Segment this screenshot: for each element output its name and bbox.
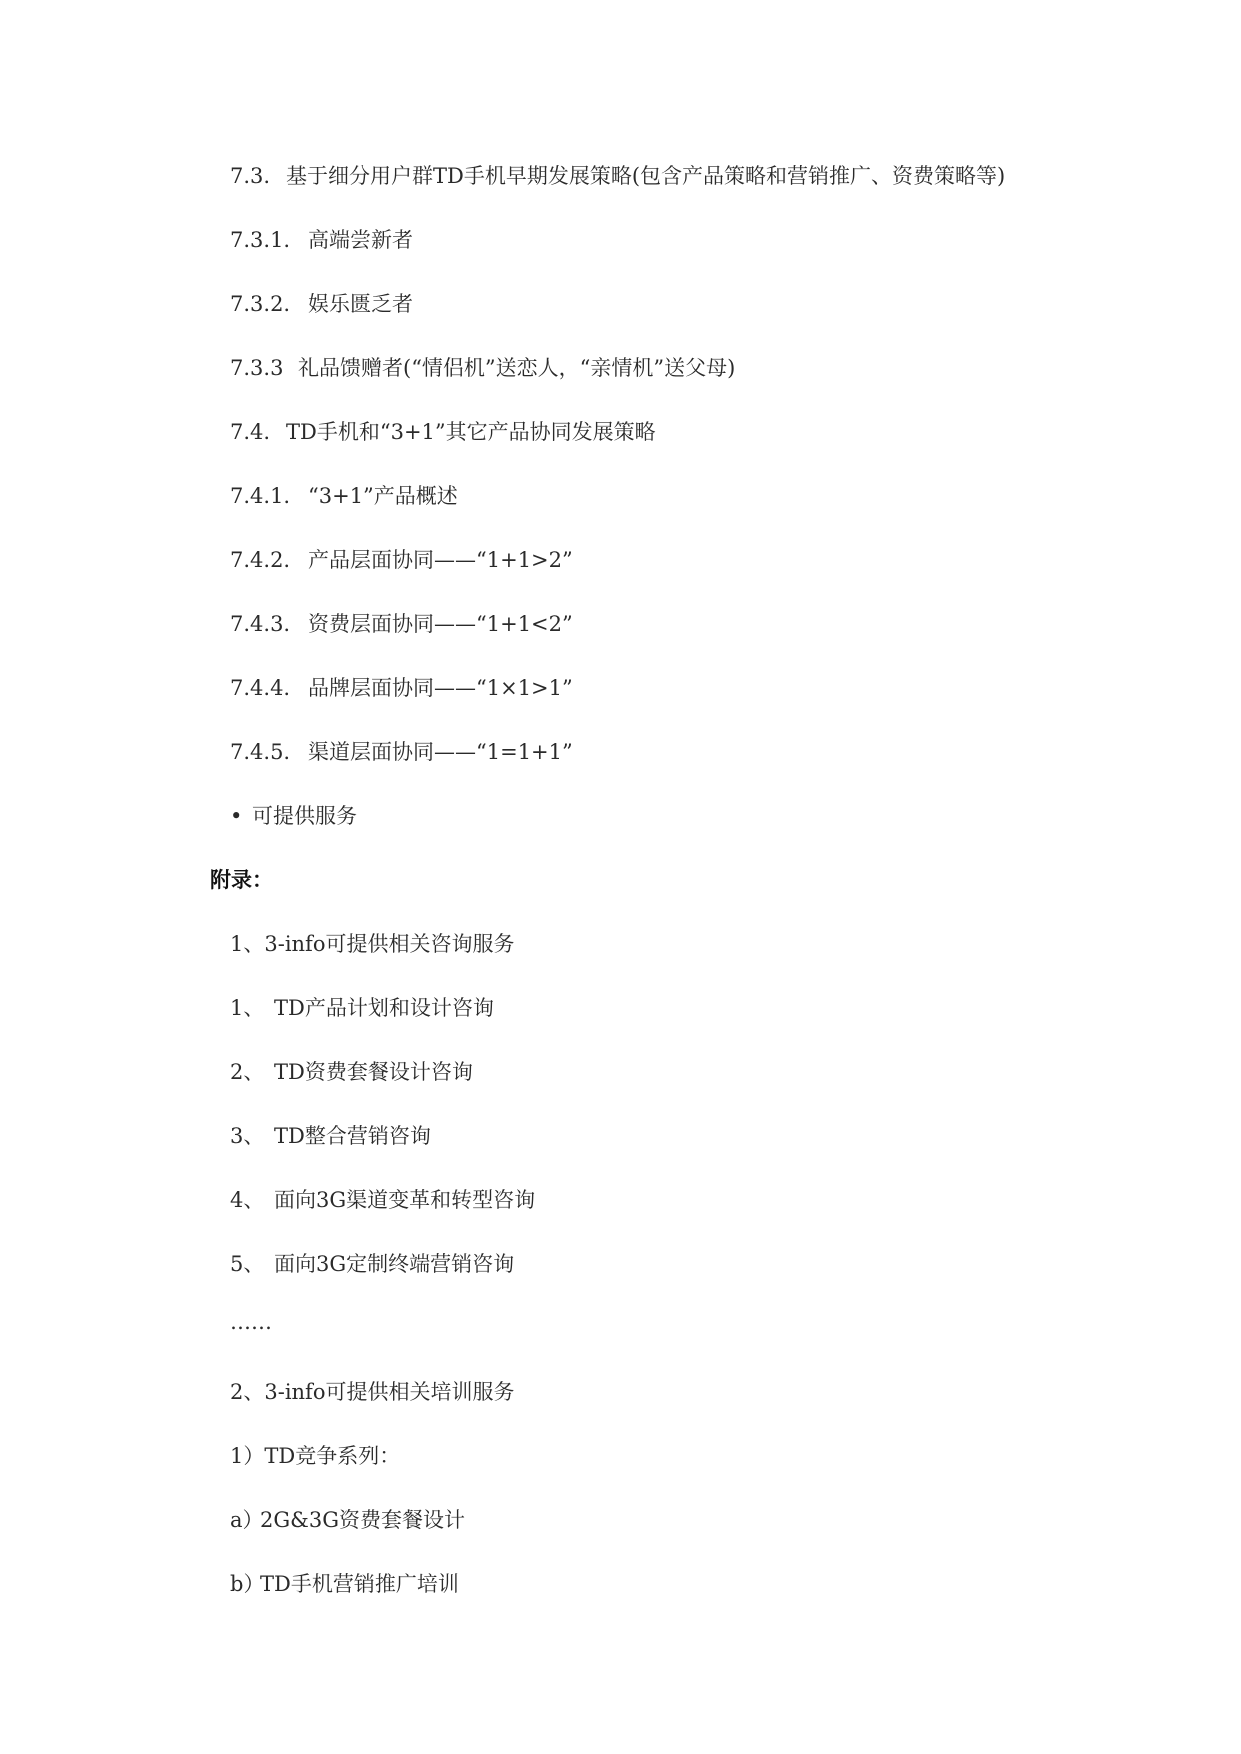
item-number: 3、 — [230, 1124, 265, 1148]
toc-item — [230, 482, 458, 510]
toc-text: 基于细分用户群TD手机早期发展策略(包含产品策略和营销推广、资费策略等) — [286, 164, 1006, 188]
toc-text: 品牌层面协同——“1×1>1” — [308, 676, 573, 700]
toc-number: 7.3.2. — [230, 292, 291, 316]
item-number: 5、 — [230, 1252, 265, 1276]
toc-text: 渠道层面协同——“1=1+1” — [308, 740, 573, 764]
toc-item — [230, 418, 656, 446]
appendix-title: 附录： — [210, 868, 273, 892]
item-text: TD资费套餐设计咨询 — [274, 1060, 473, 1084]
consulting-item — [230, 994, 494, 1022]
toc-number: 7.3.3 — [230, 356, 284, 380]
toc-text: “3+1”产品概述 — [308, 484, 458, 508]
toc-number: 7.4.3. — [230, 612, 291, 636]
toc-text: 高端尝新者 — [308, 228, 413, 252]
toc-item — [230, 290, 413, 318]
item-number: 2、 — [230, 1060, 265, 1084]
consulting-item — [230, 1250, 514, 1278]
item-text: 面向3G渠道变革和转型咨询 — [274, 1188, 536, 1212]
toc-number: 7.3. — [230, 164, 271, 188]
item-number: 4、 — [230, 1188, 265, 1212]
item-text: 2G&3G资费套餐设计 — [260, 1508, 465, 1532]
toc-text: 产品层面协同——“1+1>2” — [308, 548, 573, 572]
toc-text: TD手机和“3+1”其它产品协同发展策略 — [286, 420, 656, 444]
toc-number: 7.4.1. — [230, 484, 291, 508]
toc-item — [230, 162, 1005, 190]
toc-item — [230, 610, 573, 638]
bullet-item — [230, 802, 357, 830]
toc-text: 娱乐匮乏者 — [308, 292, 413, 316]
toc-number: 7.4.2. — [230, 548, 291, 572]
bullet-text: 可提供服务 — [252, 804, 357, 828]
item-number: 1、 — [230, 996, 265, 1020]
item-text: 面向3G定制终端营销咨询 — [274, 1252, 515, 1276]
item-text: TD手机营销推广培训 — [260, 1572, 459, 1596]
toc-item — [230, 674, 573, 702]
consulting-item — [230, 1122, 431, 1150]
item-text: TD产品计划和设计咨询 — [274, 996, 494, 1020]
toc-text: 礼品馈赠者(“情侣机”送恋人，“亲情机”送父母) — [298, 356, 736, 380]
training-item — [230, 1570, 459, 1598]
training-subheader: 1）TD竞争系列： — [230, 1444, 401, 1468]
toc-number: 7.3.1. — [230, 228, 291, 252]
toc-item — [230, 738, 573, 766]
consulting-header: 1、3-info可提供相关咨询服务 — [230, 932, 515, 956]
toc-item — [230, 546, 573, 574]
toc-item — [230, 354, 735, 382]
toc-number: 7.4.5. — [230, 740, 291, 764]
toc-item — [230, 226, 413, 254]
training-item — [230, 1506, 465, 1534]
item-number: a） — [230, 1508, 264, 1532]
training-header: 2、3-info可提供相关培训服务 — [230, 1380, 515, 1404]
bullet-icon: • — [230, 804, 243, 828]
toc-number: 7.4.4. — [230, 676, 291, 700]
toc-text: 资费层面协同——“1+1<2” — [308, 612, 573, 636]
consulting-item — [230, 1186, 535, 1214]
toc-number: 7.4. — [230, 420, 271, 444]
item-text: TD整合营销咨询 — [274, 1124, 431, 1148]
ellipsis: …… — [230, 1310, 272, 1334]
item-number: b） — [230, 1572, 265, 1596]
consulting-item — [230, 1058, 473, 1086]
